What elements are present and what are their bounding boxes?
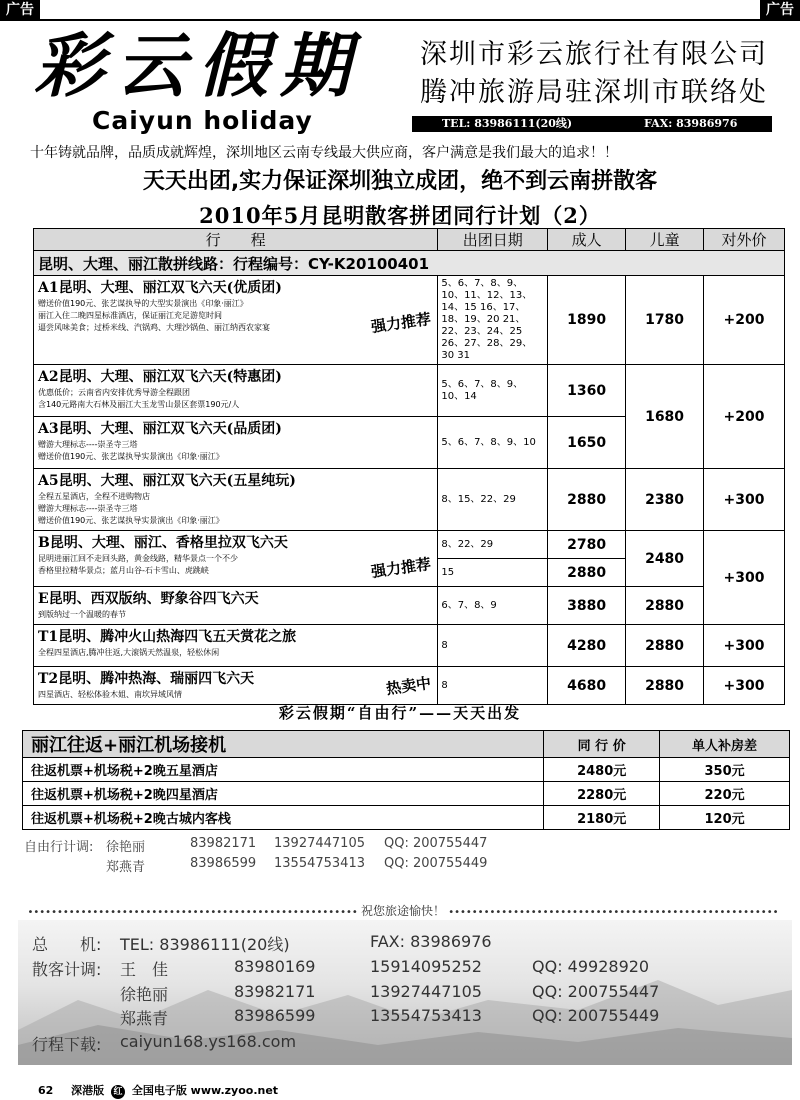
recommend-stamp: 强力推荐 [370, 309, 433, 337]
itinerary-title: A3昆明、大理、丽江双飞六天(品质团) [38, 421, 282, 437]
contact-tel: 83982171 [190, 836, 257, 851]
staff-tel: 83980169 [234, 957, 316, 976]
table-row [23, 758, 790, 782]
itinerary-detail: 全程五星酒店，全程不进购物店 [38, 492, 150, 501]
itinerary-title: T1昆明、腾冲火山热海四飞五天赏花之旅 [38, 629, 297, 645]
external-price: +300 [704, 667, 785, 705]
table-header [34, 229, 785, 251]
header-dates: 出团日期 [438, 229, 548, 251]
dates-cell: 5、6、7、8、9、10 [438, 417, 548, 469]
table-row [23, 806, 790, 830]
table-row [34, 469, 785, 531]
company-tel: TEL: 83986111(20线) [442, 117, 573, 130]
dates-cell: 8 [438, 625, 548, 667]
staff-tel: 83986599 [234, 1006, 316, 1025]
staff-qq: QQ: 49928920 [532, 957, 650, 976]
main-tel: TEL: 83986111(20线) [120, 935, 290, 954]
edition-label: 深港版 [71, 1084, 105, 1097]
external-price: +300 [704, 469, 785, 531]
download-label: 行程下载: [32, 1035, 102, 1054]
staff-mobile: 15914095252 [370, 957, 482, 976]
itinerary-detail: 优惠低价；云南省内安排优秀导游全程跟团 [38, 388, 190, 397]
contact-mobile: 13927447105 [274, 836, 365, 851]
header-adult: 成人 [548, 229, 626, 251]
itinerary-cell [34, 469, 438, 531]
staff-name: 徐艳丽 [120, 985, 169, 1004]
contact-qq: QQ: 200755447 [384, 836, 488, 851]
itinerary-detail: 昆明进丽江回不走回头路，黄金线路，精华景点一个不少 [38, 554, 238, 563]
company-name-1: 深圳市彩云旅行社有限公司 [420, 39, 768, 70]
adult-price: 2880 [548, 469, 626, 531]
child-price: 2880 [626, 587, 704, 625]
dates-cell: 5、6、7、8、9、10、11、12、13、14、15 16、17、18、19、20 21、22、23、24、25 26、27、28、29、30 31 [438, 276, 548, 365]
dotted-rule: •••••••••••••••••••••••••••••••••••••••••••••••••••••••• [448, 907, 779, 918]
company-fax: FAX: 83986976 [644, 117, 738, 130]
adult-price: 1650 [548, 417, 626, 469]
itinerary-cell [34, 276, 438, 365]
staff-mobile: 13927447105 [370, 982, 482, 1001]
adult-price: 1890 [548, 276, 626, 365]
free-travel-table [22, 730, 790, 830]
package-name: 往返机票+机场税+2晚四星酒店 [23, 782, 544, 806]
main-line-label: 总 机: [32, 935, 102, 954]
route-row [34, 251, 785, 276]
package-single: 350元 [660, 758, 790, 782]
dates-cell: 8 [438, 667, 548, 705]
recommend-stamp: 强力推荐 [370, 554, 433, 582]
itinerary-title: B昆明、大理、丽江、香格里拉双飞六天 [38, 535, 288, 551]
adult-price: 2780 [548, 531, 626, 559]
external-price: +300 [704, 531, 785, 625]
staff-qq: QQ: 200755447 [532, 982, 660, 1001]
staff-tel: 83982171 [234, 982, 316, 1001]
contact-mobile: 13554753413 [274, 856, 365, 871]
itinerary-detail: 到版纳过一个温暖的春节 [38, 610, 126, 619]
dates-cell: 8、22、29 [438, 531, 548, 559]
table-row [34, 667, 785, 705]
package-name: 往返机票+机场税+2晚古城内客栈 [23, 806, 544, 830]
package-name: 往返机票+机场税+2晚五星酒店 [23, 758, 544, 782]
ad-label-left: 广告 [0, 0, 40, 20]
free-contacts-label: 自由行计调: [24, 840, 94, 855]
itinerary-title: E昆明、西双版纳、野象谷四飞六天 [38, 591, 259, 607]
header-external: 对外价 [704, 229, 785, 251]
staff-mobile: 13554753413 [370, 1006, 482, 1025]
company-names [420, 36, 768, 112]
headline: 天天出团,实力保证深圳独立成团，绝不到云南拼散客 [142, 169, 658, 194]
contact-tel: 83986599 [190, 856, 257, 871]
adult-price: 1360 [548, 365, 626, 417]
itinerary-cell [34, 531, 438, 587]
contact-name: 郑燕青 [106, 860, 146, 875]
itinerary-detail: 丽江入住二晚四星标准酒店，保证丽江充足游览时间 [38, 311, 222, 320]
external-price: +200 [704, 365, 785, 469]
dates-cell: 5、6、7、8、9、10、14 [438, 365, 548, 417]
edition-badge: 红 [111, 1085, 125, 1099]
itinerary-detail: 赠送价值190元、张艺谋执导实景演出《印象·丽江》 [38, 516, 224, 525]
footer-panel [18, 920, 792, 1065]
free-travel-name-header: 丽江往返+丽江机场接机 [23, 731, 544, 758]
itinerary-table [33, 228, 785, 705]
table-row [34, 365, 785, 417]
contact-qq: QQ: 200755449 [384, 856, 488, 871]
table-row [34, 276, 785, 365]
child-price: 2380 [626, 469, 704, 531]
staff-name: 郑燕青 [120, 1009, 169, 1028]
itinerary-title: A2昆明、大理、丽江双飞六天(特惠团) [38, 369, 282, 385]
itinerary-detail: 含140元路南大石林及丽江大玉龙雪山景区套票190元/人 [38, 400, 240, 409]
itinerary-title: A5昆明、大理、丽江双飞六天(五星纯玩) [38, 473, 296, 489]
adult-price: 4680 [548, 667, 626, 705]
dates-cell: 6、7、8、9 [438, 587, 548, 625]
package-single: 120元 [660, 806, 790, 830]
free-travel-price-header: 同 行 价 [544, 731, 660, 758]
itinerary-detail: 赠游大理标志----崇圣寺三塔 [38, 440, 138, 449]
free-travel-single-header: 单人补房差 [660, 731, 790, 758]
staff-name: 王 佳 [120, 960, 169, 979]
package-price: 2180元 [544, 806, 660, 830]
ad-label-right: 广告 [760, 0, 800, 20]
child-price: 2880 [626, 625, 704, 667]
route-label: 昆明、大理、丽江散拼线路：行程编号：CY-K20100401 [34, 251, 785, 276]
itinerary-cell [34, 587, 438, 625]
external-price: +200 [704, 276, 785, 365]
itinerary-cell [34, 365, 438, 417]
hot-stamp: 热卖中 [385, 673, 433, 699]
staff-qq: QQ: 200755449 [532, 1006, 660, 1025]
child-price: 2880 [626, 667, 704, 705]
itinerary-detail: 赠送价值190元、张艺谋执导实景演出《印象·丽江》 [38, 452, 224, 461]
logo-english: Caiyun holiday [92, 106, 313, 135]
child-price: 1680 [626, 365, 704, 469]
itinerary-title: T2昆明、腾冲热海、瑞丽四飞六天 [38, 671, 255, 687]
itinerary-cell [34, 625, 438, 667]
itinerary-detail: 逼尝风味美食；过桥米线、汽锅鸡、大理沙锅鱼、丽江纳西农家宴 [38, 323, 270, 332]
itinerary-detail: 赠游大理标志----崇圣寺三塔 [38, 504, 138, 513]
header-child: 儿童 [626, 229, 704, 251]
adult-price: 3880 [548, 587, 626, 625]
dotted-rule: •••••••••••••••••••••••••••••••••••••••••••••••••••••••• [27, 907, 358, 918]
adult-price: 4280 [548, 625, 626, 667]
package-single: 220元 [660, 782, 790, 806]
itinerary-detail: 香格里拉精华景点；蓝月山谷-石卡雪山、虎跳峡 [38, 566, 209, 575]
dates-cell: 15 [438, 559, 548, 587]
logo-chinese: 彩云假期 [34, 24, 362, 107]
contact-name: 徐艳丽 [106, 840, 146, 855]
slogan: 十年铸就品牌，品质成就辉煌，深圳地区云南专线最大供应商，客户满意是我们最大的追求！！ [30, 145, 618, 161]
table-row [34, 625, 785, 667]
table-row [23, 782, 790, 806]
itinerary-cell [34, 417, 438, 469]
wish-text: 祝您旅途愉快！ [360, 904, 445, 918]
header-itinerary: 行 程 [34, 229, 438, 251]
staff-label: 散客计调: [32, 960, 102, 979]
main-fax: FAX: 83986976 [370, 932, 492, 951]
itinerary-cell [34, 667, 438, 705]
external-price: +300 [704, 625, 785, 667]
wish-line [24, 902, 782, 919]
package-price: 2280元 [544, 782, 660, 806]
top-divider [0, 19, 800, 21]
bottom-bar [38, 1082, 278, 1099]
download-link[interactable]: caiyun168.ys168.com [120, 1032, 297, 1051]
free-travel-title: 彩云假期“自由行”——天天出发 [278, 704, 522, 722]
itinerary-detail: 四星酒店、轻松体验木姐、南坎异域风情 [38, 690, 182, 699]
table-row [34, 531, 785, 559]
company-contact-bar [412, 116, 772, 132]
plan-title: 2010年5月昆明散客拼团同行计划（2） [199, 203, 601, 228]
table-row [34, 587, 785, 625]
page-number: 62 [38, 1084, 54, 1097]
package-price: 2480元 [544, 758, 660, 782]
itinerary-detail: 全程四星酒店,腾冲往返,大滚锅天然温泉，轻松休闲 [38, 648, 220, 657]
child-price: 2480 [626, 531, 704, 587]
itinerary-detail: 赠送价值190元、张艺谋执导的大型实景演出《印象·丽江》 [38, 299, 248, 308]
free-travel-header [23, 731, 790, 758]
site-link[interactable]: 全国电子版 www.zyoo.net [131, 1084, 279, 1097]
itinerary-title: A1昆明、大理、丽江双飞六天(优质团) [38, 280, 282, 296]
company-name-2: 腾冲旅游局驻深圳市联络处 [420, 77, 768, 108]
dates-cell: 8、15、22、29 [438, 469, 548, 531]
adult-price: 2880 [548, 559, 626, 587]
child-price: 1780 [626, 276, 704, 365]
